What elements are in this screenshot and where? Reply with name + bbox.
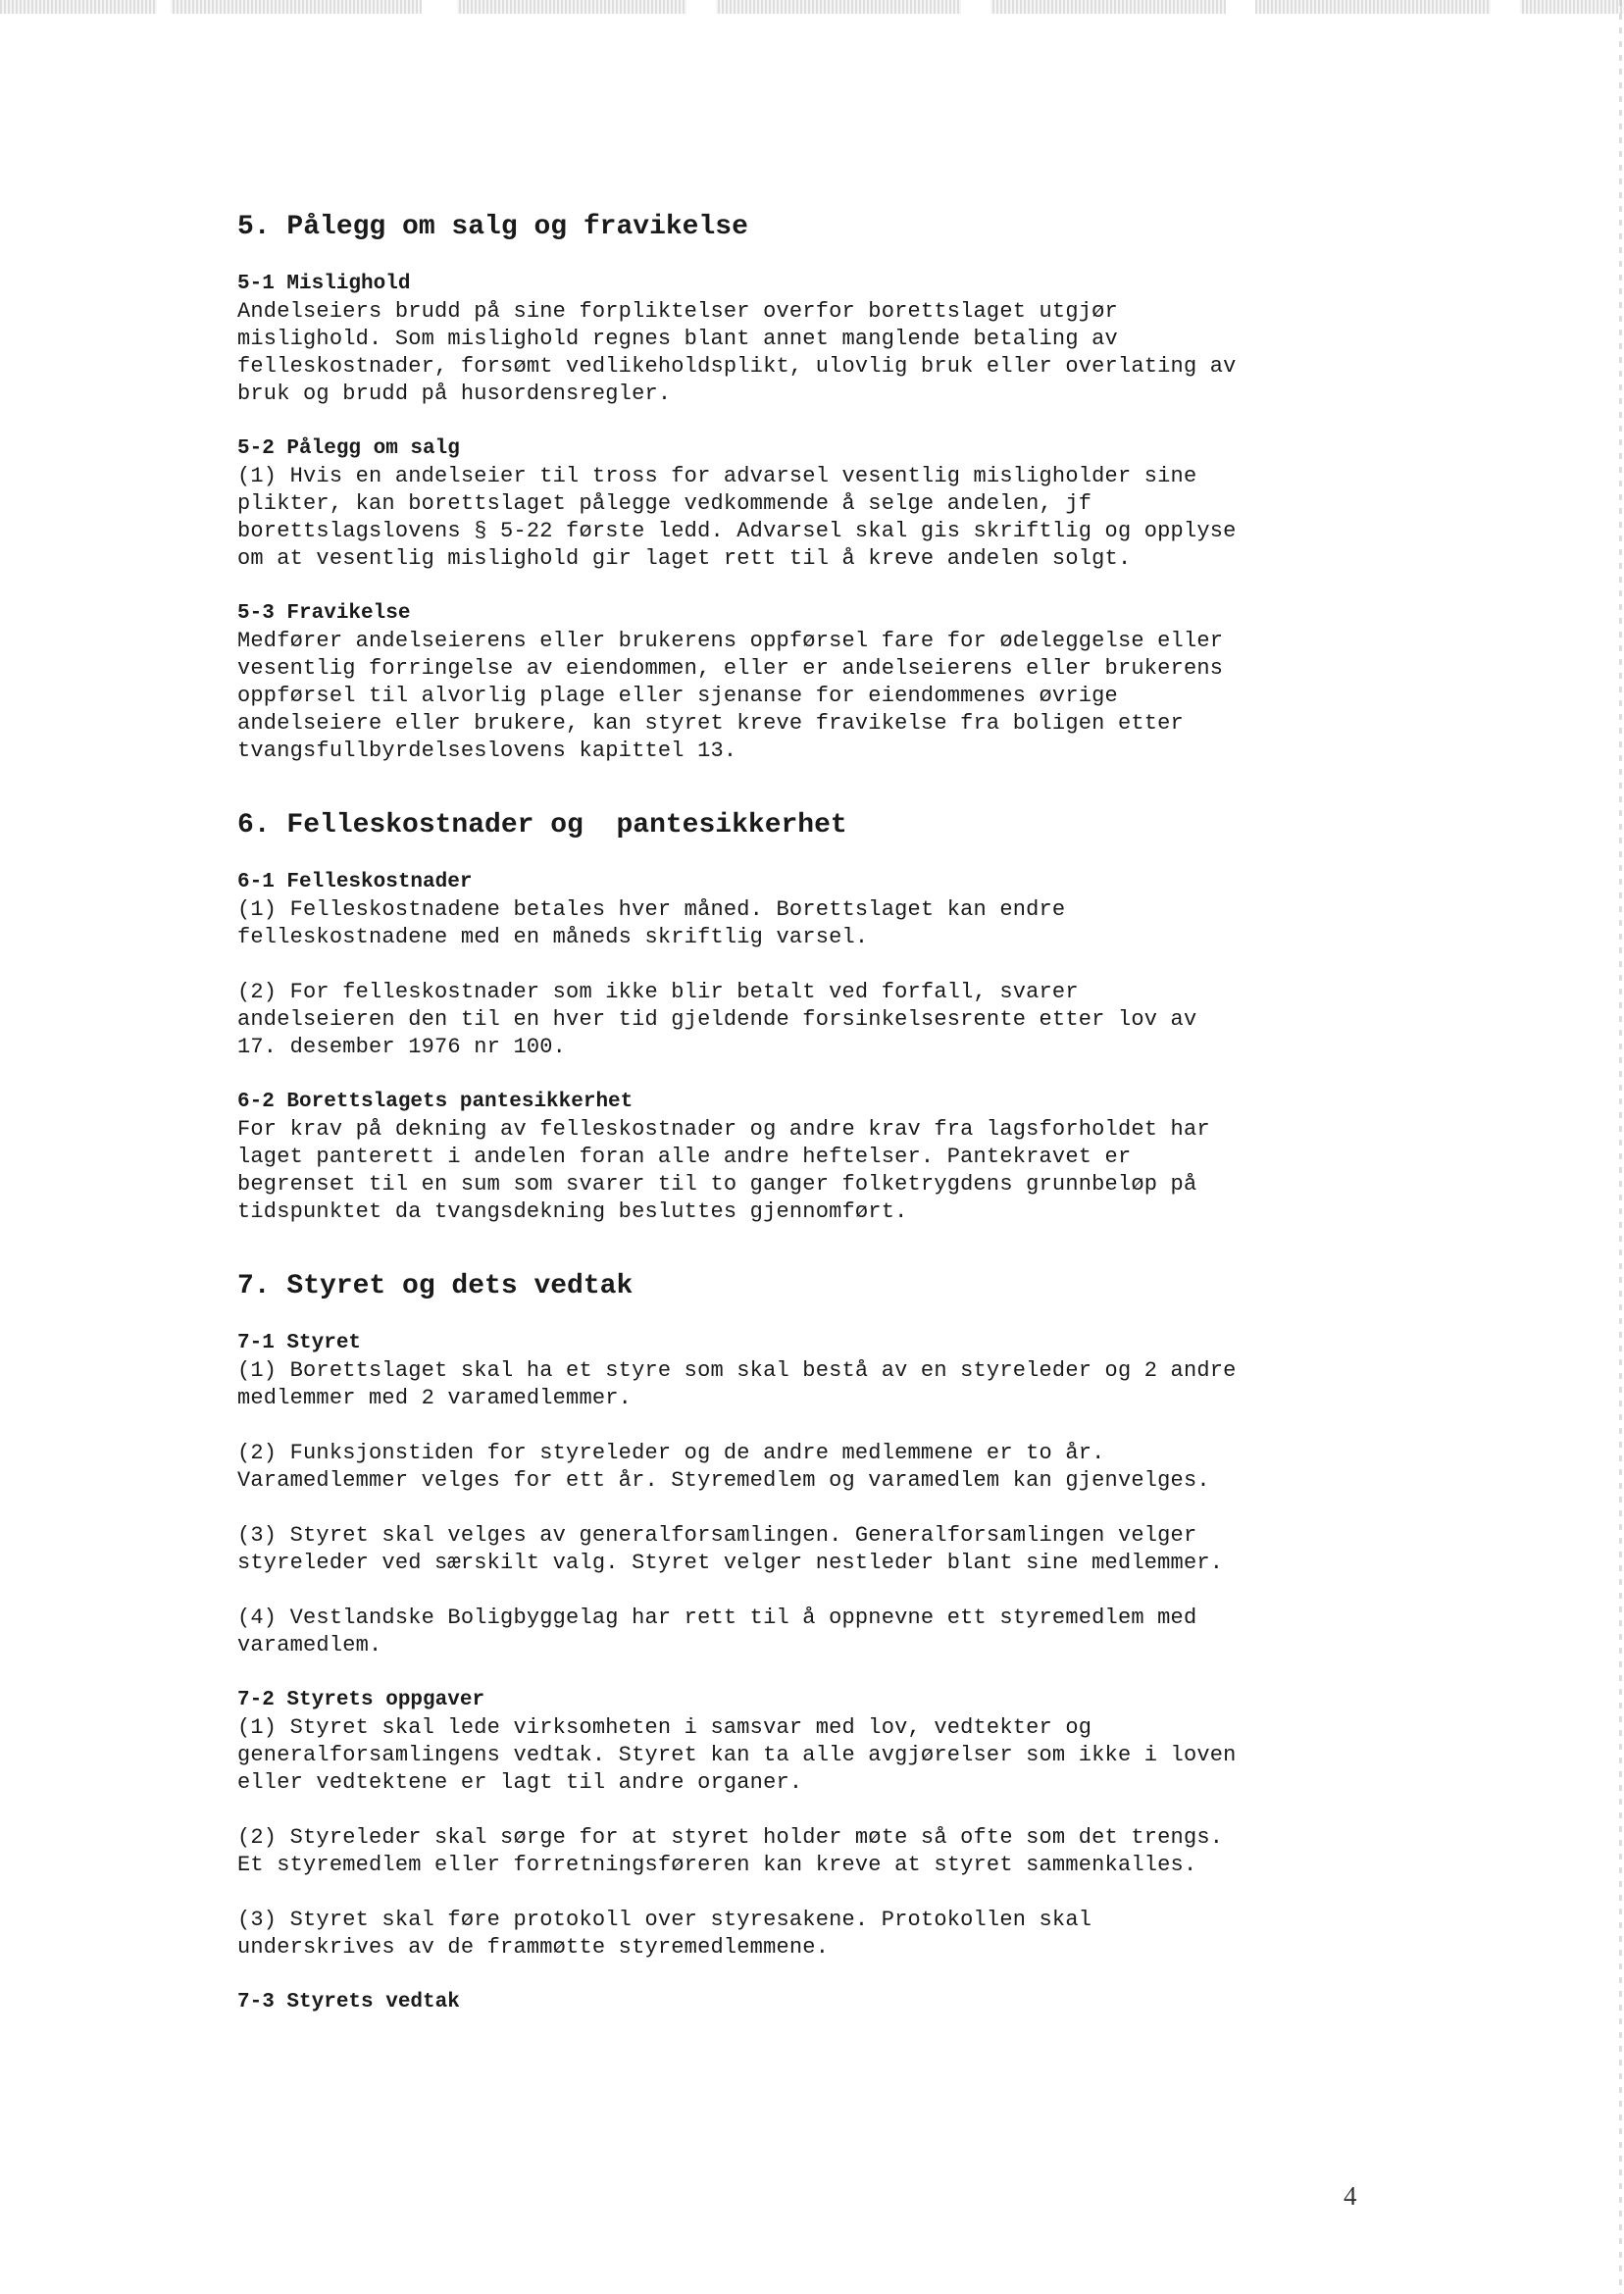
paragraph: (1) Styret skal lede virksomheten i samsvar med lov, vedtekter og generalforsamlingens vedtak. Styret kan ta alle avgjørelser som ikke i loven eller vedtektene er lagt til andre organer. bbox=[237, 1715, 1237, 1795]
subsection-heading: 5-2 Pålegg om salg bbox=[237, 437, 460, 460]
section-heading: 6. Felleskostnader og pantesikkerhet bbox=[237, 810, 847, 841]
spacer bbox=[237, 2016, 1395, 2044]
page-number: 4 bbox=[1344, 2181, 1357, 2211]
scan-artifact-top bbox=[0, 0, 1624, 14]
paragraph: (2) Styreleder skal sørge for at styret holder møte så ofte som det trengs. Et styremedlem eller forretningsføreren kan kreve at styret sammenkalles. bbox=[237, 1825, 1224, 1877]
paragraph: (1) Felleskostnadene betales hver måned. Borettslaget kan endre felleskostnadene med en måneds skriftlig varsel. bbox=[237, 897, 1066, 949]
paragraph: (3) Styret skal føre protokoll over styresakene. Protokollen skal underskrives av de frammøtte styremedlemmene. bbox=[237, 1908, 1092, 1960]
scan-artifact-edge bbox=[1619, 0, 1622, 2294]
paragraph: (2) Funksjonstiden for styreleder og de andre medlemmene er to år. Varamedlemmer velges for ett år. Styremedlem og varamedlem kan gjenvelges. bbox=[237, 1441, 1210, 1493]
subsection-heading: 7-1 Styret bbox=[237, 1332, 362, 1354]
section-heading: 7. Styret og dets vedtak bbox=[237, 1271, 634, 1301]
document-body bbox=[237, 210, 1395, 2044]
paragraph: (1) Hvis en andelseier til tross for advarsel vesentlig misligholder sine plikter, kan borettslaget pålegge vedkommende å selge andelen, jf borettslagslovens § 5-22 første ledd. Advarsel skal gis skriftlig og opplyse om at vesentlig mislighold gir laget rett til å kreve andelen solgt. bbox=[237, 464, 1237, 571]
paragraph: (4) Vestlandske Boligbyggelag har rett til å oppnevne ett styremedlem med varamedlem. bbox=[237, 1606, 1197, 1657]
subsection-heading: 6-2 Borettslagets pantesikkerhet bbox=[237, 1091, 634, 1113]
paragraph: (3) Styret skal velges av generalforsamlingen. Generalforsamlingen velger styreleder ved særskilt valg. Styret velger nestleder blant sine medlemmer. bbox=[237, 1523, 1224, 1575]
paragraph: (2) For felleskostnader som ikke blir betalt ved forfall, svarer andelseieren den til en hver tid gjeldende forsinkelsesrente etter lov av 17. desember 1976 nr 100. bbox=[237, 980, 1197, 1059]
section-heading: 5. Pålegg om salg og fravikelse bbox=[237, 212, 748, 242]
subsection-heading: 5-3 Fravikelse bbox=[237, 602, 411, 625]
subsection-heading: 5-1 Mislighold bbox=[237, 273, 411, 295]
subsection-heading: 7-2 Styrets oppgaver bbox=[237, 1689, 485, 1711]
paragraph: Medfører andelseierens eller brukerens oppførsel fare for ødeleggelse eller vesentlig forringelse av eiendommen, eller er andelseierens eller brukerens oppførsel til alvorlig plage eller sjenanse for eiendommenes øvrige andelseiere eller brukere, kan styret kreve fravikelse fra boligen etter tvangsfullbyrdelseslovens kapittel 13. bbox=[237, 629, 1224, 763]
paragraph: For krav på dekning av felleskostnader og andre krav fra lagsforholdet har laget panterett i andelen foran alle andre heftelser. Pantekravet er begrenset til en sum som svarer til to ganger folketrygdens grunnbeløp på tidspunktet da tvangsdekning besluttes gjennomført. bbox=[237, 1117, 1210, 1224]
paragraph: Andelseiers brudd på sine forpliktelser overfor borettslaget utgjør mislighold. Som mislighold regnes blant annet manglende betaling av felleskostnader, forsømt vedlikeholdsplikt, ulovlig bruk eller overlating av bruk og brudd på husordensregler. bbox=[237, 299, 1237, 406]
subsection-heading: 7-3 Styrets vedtak bbox=[237, 1991, 460, 2014]
paragraph: (1) Borettslaget skal ha et styre som skal bestå av en styreleder og 2 andre medlemmer med 2 varamedlemmer. bbox=[237, 1358, 1237, 1410]
subsection-heading: 6-1 Felleskostnader bbox=[237, 871, 473, 893]
